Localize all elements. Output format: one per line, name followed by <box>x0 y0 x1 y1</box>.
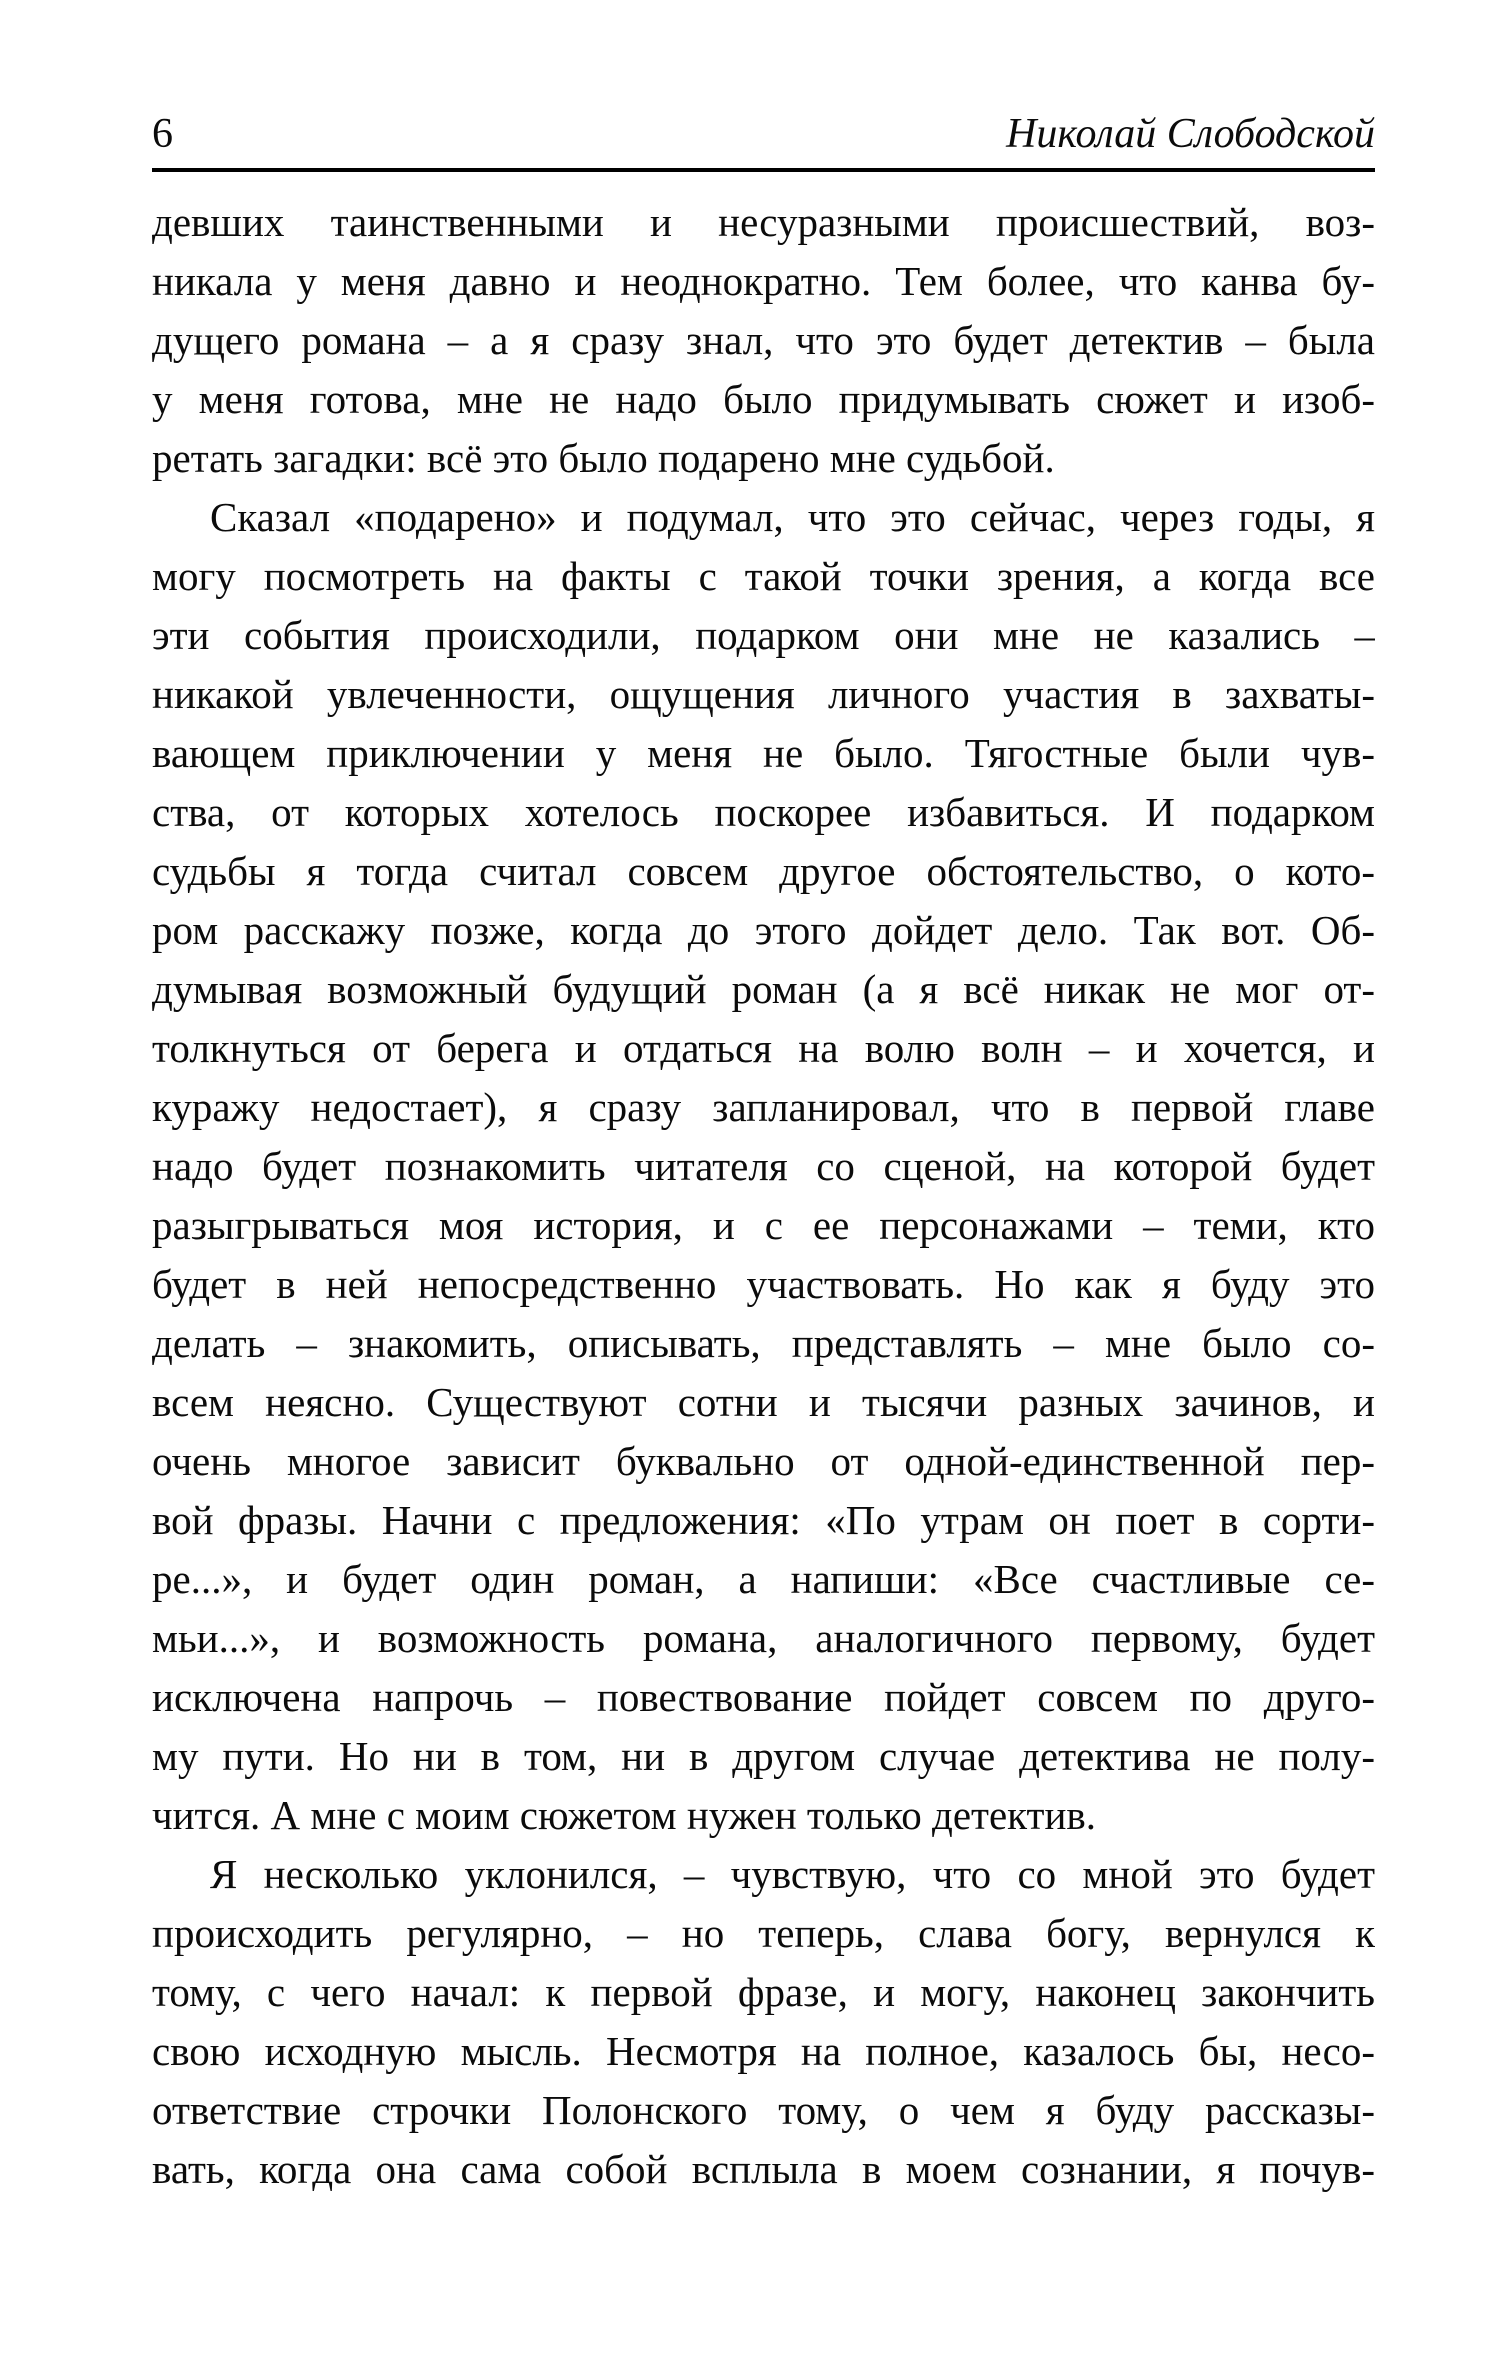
text-line: происходить регулярно, – но теперь, слава богу, вернулся к <box>152 1910 1375 1956</box>
text-line: разыгрываться моя история, и с ее персонажами – теми, кто <box>152 1202 1375 1248</box>
text-line: могу посмотреть на факты с такой точки зрения, а когда все <box>152 553 1375 599</box>
text-line: никала у меня давно и неоднократно. Тем более, что канва бу- <box>152 258 1375 304</box>
text-line: Я несколько уклонился, – чувствую, что со мной это будет <box>210 1851 1375 1897</box>
paragraph <box>152 488 1375 1845</box>
running-header <box>152 108 1375 160</box>
text-line: думывая возможный будущий роман (а я всё никак не мог от- <box>152 966 1375 1012</box>
text-line: дущего романа – а я сразу знал, что это будет детектив – была <box>152 317 1375 363</box>
paragraph <box>152 1845 1375 2199</box>
text-line: вающем приключении у меня не было. Тягостные были чув- <box>152 730 1375 776</box>
text-line: надо будет познакомить читателя со сценой, на которой будет <box>152 1143 1375 1189</box>
text-line: толкнуться от берега и отдаться на волю волн – и хочется, и <box>152 1025 1375 1071</box>
page-number: 6 <box>152 111 173 157</box>
text-line: делать – знакомить, описывать, представлять – мне было со- <box>152 1320 1375 1366</box>
text-line: му пути. Но ни в том, ни в другом случае детектива не полу- <box>152 1733 1375 1779</box>
text-line: куражу недостает), я сразу запланировал, что в первой главе <box>152 1084 1375 1130</box>
text-line: очень многое зависит буквально от одной-единственной пер- <box>152 1438 1375 1484</box>
header-rule <box>152 168 1375 172</box>
text-line: ответствие строчки Полонского тому, о чем я буду рассказы- <box>152 2087 1375 2133</box>
text-line: вать, когда она сама собой всплыла в моем сознании, я почув- <box>152 2146 1375 2192</box>
text-line: исключена напрочь – повествование пойдет совсем по друго- <box>152 1674 1375 1720</box>
text-line: ства, от которых хотелось поскорее избавиться. И подарком <box>152 789 1375 835</box>
paragraph <box>152 193 1375 488</box>
text-line: ре...», и будет один роман, а напиши: «Все счастливые се- <box>152 1556 1375 1602</box>
text-line: судьбы я тогда считал совсем другое обстоятельство, о кото- <box>152 848 1375 894</box>
text-line: вой фразы. Начни с предложения: «По утрам он поет в сорти- <box>152 1497 1375 1543</box>
text-line: эти события происходили, подарком они мне не казались – <box>152 612 1375 658</box>
text-line: ром расскажу позже, когда до этого дойдет дело. Так вот. Об- <box>152 907 1375 953</box>
text-line: девших таинственными и несуразными происшествий, воз- <box>152 199 1375 245</box>
text-line: ретать загадки: всё это было подарено мне судьбой. <box>152 435 1055 481</box>
page-body-text <box>152 193 1375 2199</box>
text-line: Сказал «подарено» и подумал, что это сейчас, через годы, я <box>210 494 1375 540</box>
text-line: будет в ней непосредственно участвовать. Но как я буду это <box>152 1261 1375 1307</box>
text-line: никакой увлеченности, ощущения личного участия в захваты- <box>152 671 1375 717</box>
text-line: чится. А мне с моим сюжетом нужен только детектив. <box>152 1792 1097 1838</box>
text-line: у меня готова, мне не надо было придумывать сюжет и изоб- <box>152 376 1375 422</box>
text-line: мьи...», и возможность романа, аналогичного первому, будет <box>152 1615 1375 1661</box>
text-line: всем неясно. Существуют сотни и тысячи разных зачинов, и <box>152 1379 1375 1425</box>
text-line: тому, с чего начал: к первой фразе, и могу, наконец закончить <box>152 1969 1375 2015</box>
text-line: свою исходную мысль. Несмотря на полное, казалось бы, несо- <box>152 2028 1375 2074</box>
running-header-author: Николай Слободской <box>1006 111 1375 157</box>
